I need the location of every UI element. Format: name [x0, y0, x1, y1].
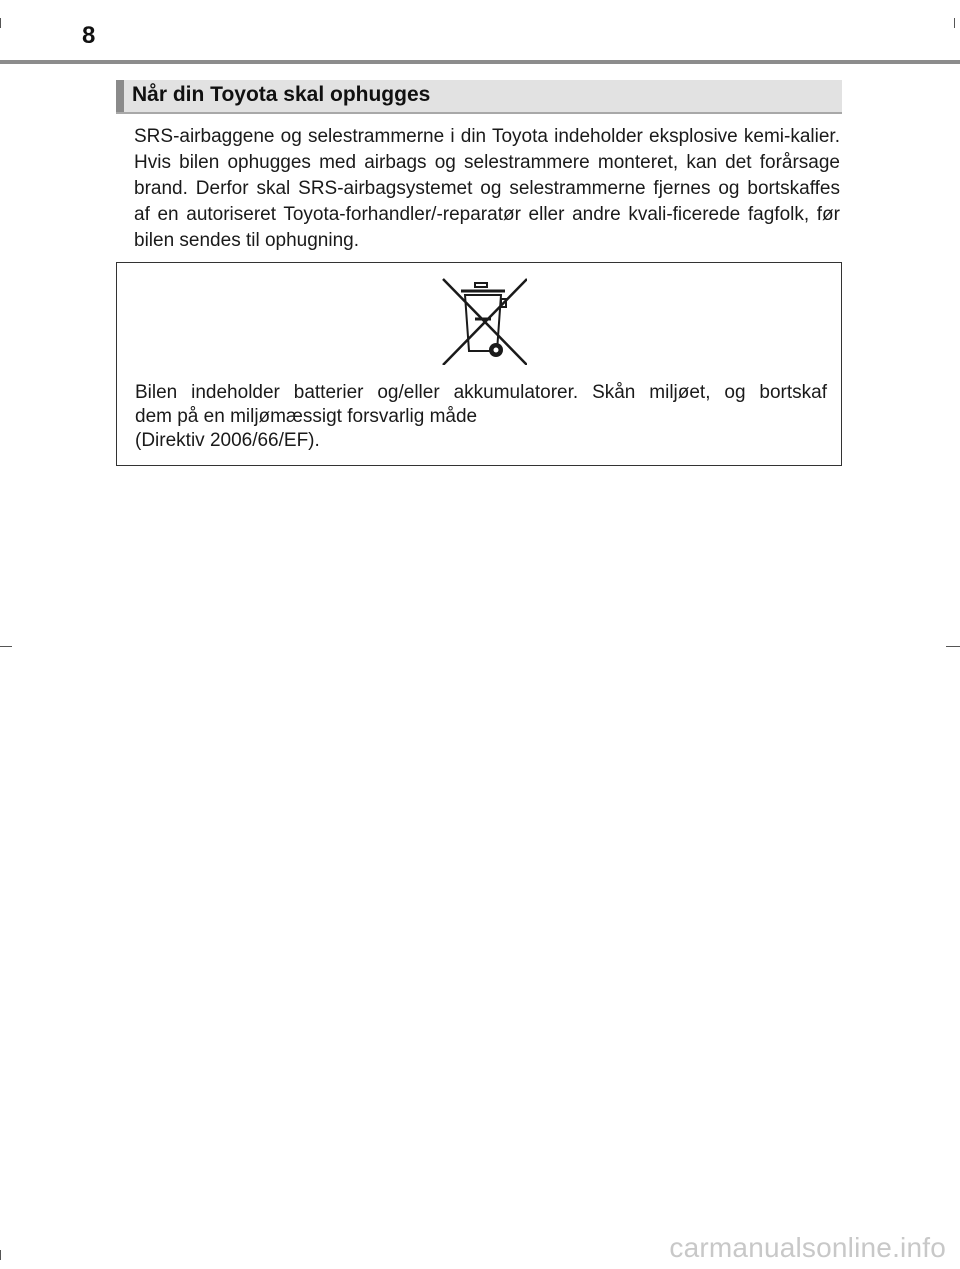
section-body-text: SRS-airbaggene og selestrammerne i din Toyota indeholder eksplosive kemi-kalier. Hvis bilen ophugges med airbags og selestrammere monteret, kan det forårsage brand. Derfor skal SRS-airbagsystemet og selestrammerne fjernes og bortskaffes af en autoriseret Toyota-forhandler/-reparatør eller andre kvali-ficerede fagfolk, før bilen sendes til ophugning. [134, 126, 840, 251]
crop-mark-top-right [954, 18, 955, 28]
notice-line-2: dem på en miljømæssigt forsvarlig måde [135, 406, 478, 427]
crop-mark-bottom-left [0, 1250, 1, 1260]
notice-text [135, 381, 827, 453]
watermark: carmanualsonline.info [669, 1232, 946, 1263]
crop-mark-mid-right [946, 646, 960, 647]
crop-mark-top-left [0, 18, 1, 28]
notice-line-1: Bilen indeholder batterier og/eller akkumulatorer. Skån miljøet, og bortskaf [135, 382, 827, 403]
header-rule [0, 60, 960, 64]
section-heading-accent [116, 80, 124, 112]
section-heading-bar [116, 80, 842, 114]
section-title: Når din Toyota skal ophugges [132, 83, 431, 106]
page-number: 8 [82, 22, 96, 49]
crossed-out-wheelie-bin-icon [435, 273, 527, 365]
notice-line-3: (Direktiv 2006/66/EF). [135, 430, 320, 451]
battery-disposal-notice [116, 262, 842, 466]
crop-mark-mid-left [0, 646, 12, 647]
